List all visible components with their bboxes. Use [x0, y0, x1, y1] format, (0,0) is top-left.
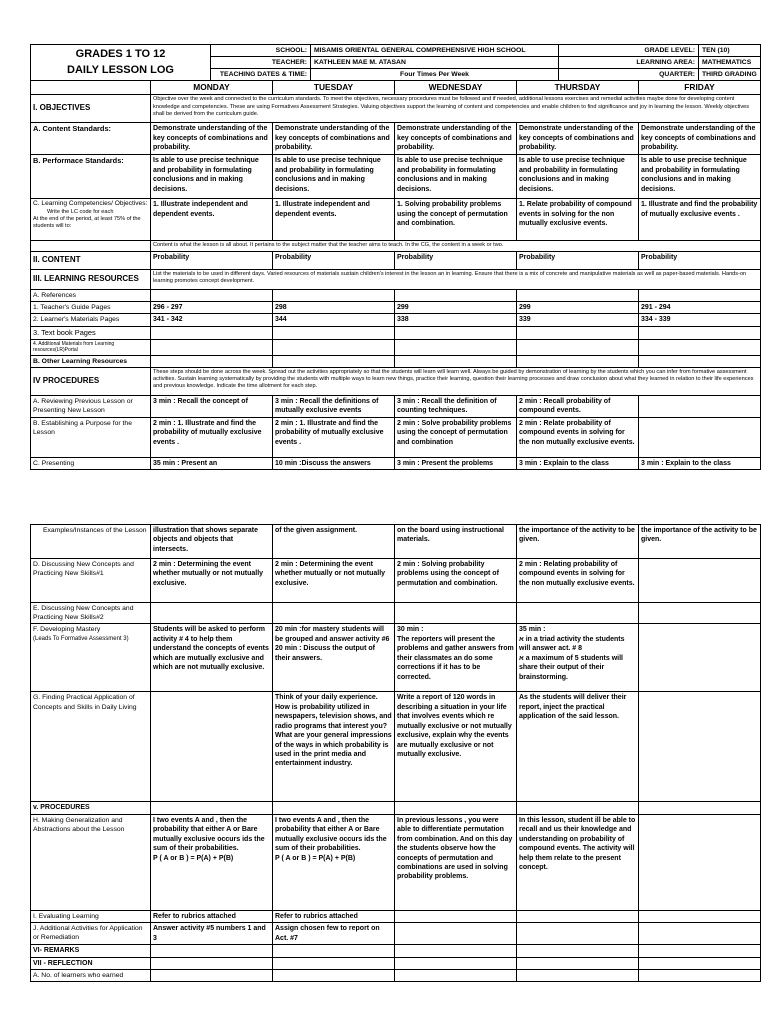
- additional-activities-friday: [639, 923, 761, 945]
- remarks-monday: [151, 945, 273, 957]
- log-title: [31, 45, 211, 81]
- references-tuesday: [273, 289, 395, 301]
- procedures-note: These steps should be done across the week. Spread out the activities appropriately so that the students will learn will learn well. Always be guided by demonstration of learning by the students which you can infer from formative assessment activities. Sustain learning systematically by providing the students with multiple ways to learn new things, practice their learning, question their learning processes and draw conclusion about what they learned in relation to their life experiences and previous knowledge. Indicate the time allotment for each step.: [151, 367, 761, 395]
- teachers-guide-label: 1. Teacher's Guide Pages: [31, 301, 151, 313]
- competencies-sub: Write the LC code for each: [47, 208, 114, 215]
- day-header-blank: [31, 81, 151, 95]
- content-monday: Probability: [151, 251, 273, 269]
- procedures-label: IV PROCEDURES: [31, 367, 151, 395]
- reflection-monday: [151, 957, 273, 969]
- discussing-skills-1-tuesday: 2 min : Determining the event whether mutually or not mutually exclusive.: [273, 559, 395, 603]
- performance-standards-tuesday: Is able to use precise technique and probability in formulating conclusions and in making decisions.: [273, 155, 395, 199]
- developing-mastery-sub: (Leads To Formative Assessment 3): [33, 635, 129, 642]
- learners-materials-wednesday: 338: [395, 314, 517, 326]
- lr-portal-label: 4. Additional Materials from Learning resources(LR)Portal: [31, 339, 151, 355]
- content-standards-friday: Demonstrate understanding of the key concepts of combinations and probability.: [639, 123, 761, 155]
- presenting-monday: 35 min : Present an: [151, 457, 273, 469]
- learners-earned-friday: [639, 970, 761, 982]
- content-note-blank: [31, 241, 151, 251]
- discussing-skills-2-friday: [639, 603, 761, 624]
- competencies-wednesday: 1. Solving probability problems using the concept of permutation and combination.: [395, 199, 517, 241]
- learners-earned-monday: [151, 970, 273, 982]
- establishing-purpose-thursday: 2 min : Relate probability of compound events in solving for the non mutually exclusive events.: [517, 417, 639, 457]
- school-value: MISAMIS ORIENTAL GENERAL COMPREHENSIVE HIGH SCHOOL: [311, 45, 559, 57]
- textbook-wednesday: [395, 326, 517, 339]
- quarter-label: QUARTER:: [559, 69, 699, 81]
- title-line-1: GRADES 1 TO 12: [75, 47, 166, 60]
- practical-application-wednesday: Write a report of 120 words in describing a situation in your life that involves events which re mutually exclusive or not mutually exclusive, explain why the events are mutually exclusive or not mutually exclusive.: [395, 692, 517, 802]
- content-standards-monday: Demonstrate understanding of the key concepts of combinations and probability.: [151, 123, 273, 155]
- presenting-wednesday: 3 min : Present the problems: [395, 457, 517, 469]
- discussing-skills-2-thursday: [517, 603, 639, 624]
- competencies-friday: 1. Illustrate and find the probability of mutually exclusive events .: [639, 199, 761, 241]
- quarter-value: THIRD GRADING: [699, 69, 761, 81]
- discussing-skills-2-wednesday: [395, 603, 517, 624]
- competencies-label-cell: [31, 199, 151, 241]
- textbook-tuesday: [273, 326, 395, 339]
- teacher-label: TEACHER:: [211, 57, 311, 69]
- additional-activities-thursday: [517, 923, 639, 945]
- practical-application-friday: [639, 692, 761, 802]
- reviewing-wednesday: 3 min : Recall the definition of counting techniques.: [395, 395, 517, 417]
- grade-level-value: TEN (10): [699, 45, 761, 57]
- reflection-tuesday: [273, 957, 395, 969]
- learners-materials-thursday: 339: [517, 314, 639, 326]
- other-resources-tuesday: [273, 355, 395, 367]
- other-resources-monday: [151, 355, 273, 367]
- teaching-dates-value: Four Times Per Week: [311, 69, 559, 81]
- reflection-label: VII - REFLECTION: [31, 957, 151, 969]
- additional-activities-tuesday: Assign chosen few to report on Act. #7: [273, 923, 395, 945]
- content-thursday: Probability: [517, 251, 639, 269]
- teachers-guide-monday: 296 - 297: [151, 301, 273, 313]
- learners-materials-label: 2. Learner's Materials Pages: [31, 314, 151, 326]
- teachers-guide-thursday: 299: [517, 301, 639, 313]
- developing-mastery-monday: Students will be asked to perform activity # 4 to help them understand the concepts of events which are mutually exclusive and which are not mutually exclusive.: [151, 624, 273, 692]
- lr-portal-monday: [151, 339, 273, 355]
- references-wednesday: [395, 289, 517, 301]
- developing-mastery-label-cell: [31, 624, 151, 692]
- teachers-guide-tuesday: 298: [273, 301, 395, 313]
- school-label: SCHOOL:: [211, 45, 311, 57]
- other-resources-wednesday: [395, 355, 517, 367]
- generalization-thursday: In this lesson, student ill be able to recall and us their knowledge and understanding on probability of compound events. The activity will help them relate to the present concept.: [517, 814, 639, 910]
- other-resources-friday: [639, 355, 761, 367]
- remarks-label: VI- REMARKS: [31, 945, 151, 957]
- content-standards-thursday: Demonstrate understanding of the key concepts of combinations and probability.: [517, 123, 639, 155]
- establishing-purpose-label: B. Establishing a Purpose for the Lesson: [31, 417, 151, 457]
- remarks-thursday: [517, 945, 639, 957]
- objectives-label: I. OBJECTIVES: [31, 95, 151, 123]
- presenting-label: C. Presenting: [31, 457, 151, 469]
- references-monday: [151, 289, 273, 301]
- establishing-purpose-wednesday: 2 min : Solve probability problems using the concept of permutation and combination: [395, 417, 517, 457]
- presenting-examples-tuesday: of the given assignment.: [273, 525, 395, 559]
- day-header-friday: FRIDAY: [639, 81, 761, 95]
- developing-mastery-wednesday: 30 min : The reporters will present the problems and gather answers from their classmates an do some corrections if it has to be corrected.: [395, 624, 517, 692]
- content-standards-wednesday: Demonstrate understanding of the key concepts of combinations and probability.: [395, 123, 517, 155]
- establishing-purpose-tuesday: 2 min : 1. Illustrate and find the probability of mutually exclusive events .: [273, 417, 395, 457]
- learning-area-label: LEARNING AREA:: [559, 57, 699, 69]
- developing-mastery-thursday: 35 min : א in a triad activity the students will answer act. # 8 א a maximum of 5 students will share their output of their brainstorming.: [517, 624, 639, 692]
- lesson-log-header: [30, 44, 760, 80]
- performance-standards-label: B. Performace Standards:: [31, 155, 151, 199]
- teaching-dates-label: TEACHING DATES & TIME:: [211, 69, 311, 81]
- generalization-monday: I two events A and , then the probability that either A or Bare mutually exclusive occurs ids the sum of their probabilities. P ( A or B ) = P(A) + P(B): [151, 814, 273, 910]
- teacher-value: KATHLEEN MAE M. ATASAN: [311, 57, 559, 69]
- generalization-tuesday: I two events A and , then the probability that either A or Bare mutually exclusive occurs ids the sum of their probabilities. P ( A or B ) = P(A) + P(B): [273, 814, 395, 910]
- day-header-tuesday: TUESDAY: [273, 81, 395, 95]
- discussing-skills-1-thursday: 2 min : Relating probability of compound events in solving for the non mutually exclusive events.: [517, 559, 639, 603]
- discussing-skills-1-friday: [639, 559, 761, 603]
- lr-portal-wednesday: [395, 339, 517, 355]
- day-header-thursday: THURSDAY: [517, 81, 639, 95]
- reviewing-monday: 3 min : Recall the concept of: [151, 395, 273, 417]
- discussing-skills-1-wednesday: 2 min : Solving probability problems using the concept of permutation and combination.: [395, 559, 517, 603]
- evaluating-learning-monday: Refer to rubrics attached: [151, 910, 273, 922]
- discussing-skills-2-tuesday: [273, 603, 395, 624]
- performance-standards-wednesday: Is able to use precise technique and probability in formulating conclusions and in making decisions.: [395, 155, 517, 199]
- procedures-v-monday: [151, 802, 273, 814]
- discussing-skills-1-label: D. Discussing New Concepts and Practicing New Skills#1: [31, 559, 151, 603]
- reflection-wednesday: [395, 957, 517, 969]
- procedures-v-wednesday: [395, 802, 517, 814]
- presenting-tuesday: 10 min :Discuss the answers: [273, 457, 395, 469]
- discussing-skills-1-monday: 2 min : Determining the event whether mutually or not mutually exclusive.: [151, 559, 273, 603]
- presenting-thursday: 3 min : Explain to the class: [517, 457, 639, 469]
- content-wednesday: Probability: [395, 251, 517, 269]
- discussing-skills-2-monday: [151, 603, 273, 624]
- learning-resources-label: III. LEARNING RESOURCES: [31, 269, 151, 289]
- generalization-label: H. Making Generalization and Abstractions about the Lesson: [31, 814, 151, 910]
- content-standards-label: A. Content Standards:: [31, 123, 151, 155]
- competencies-label: C. Learning Competencies/ Objectives:: [33, 200, 148, 208]
- objectives-note: Objective over the week and connected to the curriculum standards. To meet the objectives, necessary procedures must be followed and if needed, additional lessons exercises and remedial activities maybe done for developing content knowledge and competencies. These are using Formatives Assessment Strategies. Valuing objectives support the learning of content and competencies and enable children to find significance and joy in learning the lesson. Weekly objectives shall be derived from the curriculum guide.: [151, 95, 761, 123]
- remarks-wednesday: [395, 945, 517, 957]
- generalization-friday: [639, 814, 761, 910]
- textbook-friday: [639, 326, 761, 339]
- presenting-friday: 3 min : Explain to the class: [639, 457, 761, 469]
- teachers-guide-friday: 291 - 294: [639, 301, 761, 313]
- practical-application-label: G. Finding Practical Application of Concepts and Skills in Daily Living: [31, 692, 151, 802]
- competencies-monday: 1. Illustrate independent and dependent events.: [151, 199, 273, 241]
- learners-earned-tuesday: [273, 970, 395, 982]
- textbook-pages-label: 3. Text book Pages: [31, 326, 151, 339]
- additional-activities-monday: Answer activity #5 numbers 1 and 3: [151, 923, 273, 945]
- establishing-purpose-monday: 2 min : 1. Illustrate and find the probability of mutually exclusive events .: [151, 417, 273, 457]
- teachers-guide-wednesday: 299: [395, 301, 517, 313]
- other-resources-label: B. Other Learning Resources: [31, 355, 151, 367]
- presenting-examples-friday: the importance of the activity to be given.: [639, 525, 761, 559]
- lr-portal-thursday: [517, 339, 639, 355]
- learners-earned-label: A. No. of learners who earned: [31, 970, 151, 982]
- evaluating-learning-friday: [639, 910, 761, 922]
- grade-level-label: GRADE LEVEL:: [559, 45, 699, 57]
- reflection-friday: [639, 957, 761, 969]
- establishing-purpose-friday: [639, 417, 761, 457]
- learning-resources-note: List the materials to be used in different days. Varied resources of materials sustain children's interest in the lesson an in learning. Ensure that there is a mix of concrete and manipulative materials as well as paper-based materials. Hands-on learning promotes concept development.: [151, 269, 761, 289]
- content-note: Content is what the lesson is all about. It pertains to the subject matter that the teacher aims to teach. In the CG, the content in a week or two.: [151, 241, 761, 251]
- procedures-v-friday: [639, 802, 761, 814]
- additional-activities-label: J. Additional Activities for Application or Remediation: [31, 923, 151, 945]
- learners-materials-tuesday: 344: [273, 314, 395, 326]
- content-friday: Probability: [639, 251, 761, 269]
- learners-earned-thursday: [517, 970, 639, 982]
- practical-application-tuesday: Think of your daily experience. How is probability utilized in newspapers, television shows, and radio programs that interest you? What are your general impressions of the ways in which probability is used in the print media and entertainment industry.: [273, 692, 395, 802]
- other-resources-thursday: [517, 355, 639, 367]
- performance-standards-friday: Is able to use precise technique and probability in formulating conclusions and in making decisions.: [639, 155, 761, 199]
- procedures-v-label: v. PROCEDURES: [31, 802, 151, 814]
- reviewing-thursday: 2 min : Recall probability of compound events.: [517, 395, 639, 417]
- competencies-thursday: 1. Relate probability of compound events in solving for the non mutually exclusive events.: [517, 199, 639, 241]
- evaluating-learning-label: I. Evaluating Learning: [31, 910, 151, 922]
- presenting-examples-thursday: the importance of the activity to be given.: [517, 525, 639, 559]
- evaluating-learning-wednesday: [395, 910, 517, 922]
- learning-area-value: MATHEMATICS: [699, 57, 761, 69]
- content-label: II. CONTENT: [31, 251, 151, 269]
- content-tuesday: Probability: [273, 251, 395, 269]
- performance-standards-monday: Is able to use precise technique and probability in formulating conclusions and in making decisions.: [151, 155, 273, 199]
- lesson-log-page-1: [0, 0, 768, 474]
- content-standards-tuesday: Demonstrate understanding of the key concepts of combinations and probability.: [273, 123, 395, 155]
- lesson-log-table-page-1: [30, 80, 761, 470]
- learners-materials-monday: 341 - 342: [151, 314, 273, 326]
- references-friday: [639, 289, 761, 301]
- references-label: A. References: [31, 289, 151, 301]
- discussing-skills-2-label: E. Discussing New Concepts and Practicing New Skills#2: [31, 603, 151, 624]
- developing-mastery-label: F. Developing Mastery: [33, 626, 101, 634]
- evaluating-learning-tuesday: Refer to rubrics attached: [273, 910, 395, 922]
- learners-materials-friday: 334 - 339: [639, 314, 761, 326]
- remarks-tuesday: [273, 945, 395, 957]
- remarks-friday: [639, 945, 761, 957]
- evaluating-learning-thursday: [517, 910, 639, 922]
- lesson-log-page-2: [0, 524, 768, 1024]
- lr-portal-tuesday: [273, 339, 395, 355]
- learners-earned-wednesday: [395, 970, 517, 982]
- reflection-thursday: [517, 957, 639, 969]
- title-line-2: DAILY LESSON LOG: [67, 63, 174, 76]
- developing-mastery-friday: [639, 624, 761, 692]
- presenting-examples-wednesday: on the board using instructional materials.: [395, 525, 517, 559]
- textbook-thursday: [517, 326, 639, 339]
- reviewing-friday: [639, 395, 761, 417]
- references-thursday: [517, 289, 639, 301]
- procedures-v-tuesday: [273, 802, 395, 814]
- presenting-examples-label: Examples/Instances of the Lesson: [31, 525, 151, 559]
- practical-application-monday: [151, 692, 273, 802]
- day-header-monday: MONDAY: [151, 81, 273, 95]
- procedures-v-thursday: [517, 802, 639, 814]
- performance-standards-thursday: Is able to use precise technique and probability in formulating conclusions and in making decisions.: [517, 155, 639, 199]
- lr-portal-friday: [639, 339, 761, 355]
- generalization-wednesday: In previous lessons , you were able to differentiate permutation from combination. And on this day the students observe how the concepts of permutation and combinations are used in solving probability problems.: [395, 814, 517, 910]
- additional-activities-wednesday: [395, 923, 517, 945]
- presenting-examples-monday: illustration that shows separate objects and objects that intersects.: [151, 525, 273, 559]
- day-header-wednesday: WEDNESDAY: [395, 81, 517, 95]
- competencies-sub2: At the end of the period, at least 75% of the students will to:: [33, 216, 141, 230]
- textbook-monday: [151, 326, 273, 339]
- practical-application-thursday: As the students will deliver their report, inject the practical application of the said lesson.: [517, 692, 639, 802]
- lesson-log-table-page-2: [30, 524, 761, 982]
- competencies-tuesday: 1. Illustrate independent and dependent events.: [273, 199, 395, 241]
- reviewing-label: A. Reviewing Previous Lesson or Presenting New Lesson: [31, 395, 151, 417]
- reviewing-tuesday: 3 min : Recall the definitions of mutually exclusive events: [273, 395, 395, 417]
- developing-mastery-tuesday: 20 min :for mastery students will be grouped and answer activity #6 20 min : Discuss the output of their answers.: [273, 624, 395, 692]
